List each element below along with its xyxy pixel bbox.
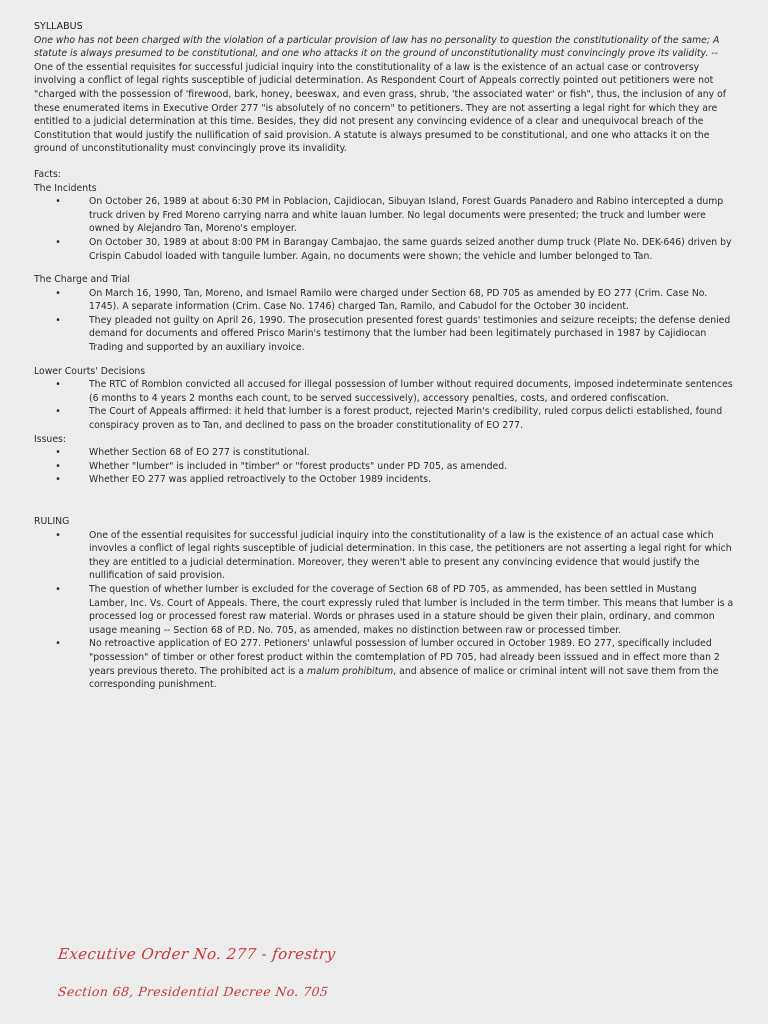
list-item: • Whether EO 277 was applied retroactively to the October 1989 incidents. (34, 473, 734, 487)
ruling-heading: RULING (34, 516, 70, 527)
bullet-icon: • (55, 236, 61, 248)
handwritten-note-eo277: Executive Order No. 277 - forestry (57, 945, 337, 963)
bullet-icon: • (55, 314, 61, 326)
bullet-icon: • (55, 638, 61, 650)
bullet-icon: • (55, 460, 61, 472)
malum-prohibitum-term: malum prohibitum (307, 665, 394, 677)
bullet-icon: • (55, 583, 61, 595)
document-page (34, 20, 734, 692)
bullet-icon: • (55, 447, 61, 459)
list-item: • On March 16, 1990, Tan, Moreno, and Ismael Ramilo were charged under Section 68, PD 705 as amended by EO 277 (Crim. Case No. 1745). A separate information (Crim. Case No. 1746) charged Tan, Ramilo, and Cabudol for the October 30 incident. (34, 287, 734, 314)
issues-heading: Issues: (34, 433, 67, 445)
list-item: • On October 30, 1989 at about 8:00 PM in Barangay Cambajao, the same guards seized another dump truck (Plate No. DEK-646) driven by Crispin Cabudol loaded with tanguile lumber. Again, no documents were shown; the vehicle and lumber belonged to Tan. (34, 236, 734, 263)
bullet-icon: • (55, 196, 61, 208)
lower-courts-heading: Lower Courts' Decisions (34, 365, 146, 377)
lower-courts-list (34, 378, 734, 432)
list-item: • The RTC of Romblon convicted all accused for illegal possession of lumber without required documents, imposed indeterminate sentences (6 months to 4 years 2 months each count, to be served successively), accessory penalties, costs, and ordered confiscation. (34, 378, 734, 405)
handwritten-note-pd705: Section 68, Presidential Decree No. 705 (57, 984, 330, 999)
ruling-list (34, 529, 734, 692)
list-item: • They pleaded not guilty on April 26, 1990. The prosecution presented forest guards' testimonies and seizure receipts; the defense denied demand for documents and offered Prisco Marin's testimony that the lumber had been legitimately purchased in 1987 by Cajidiocan Trading and supported by an auxiliary invoice. (34, 314, 734, 355)
ruling-section (34, 515, 734, 692)
charge-trial-list (34, 287, 734, 355)
bullet-icon: • (55, 406, 61, 418)
syllabus-italic-lead: One who has not been charged with the violation of a particular provision of law has no personality to question the constitutionality of the same; A statute is always presumed to be constitutional, and one who attacks it on the ground of unconstitutionality must convincingly prove its validity. -- (34, 34, 720, 60)
issues-list (34, 446, 734, 487)
bullet-icon: • (55, 287, 61, 299)
bullet-icon: • (55, 529, 61, 541)
issues-section (34, 433, 734, 487)
incidents-list (34, 195, 734, 263)
facts-heading: Facts: (34, 168, 61, 180)
facts-section (34, 168, 734, 433)
charge-trial-heading: The Charge and Trial (34, 274, 131, 286)
bullet-icon: • (55, 379, 61, 391)
list-item: • No retroactive application of EO 277. Petioners' unlawful possession of lumber occured in October 1989. EO 277, specifically included "possession" of timber or other forest product within the comtemplation of PD 705, had already been isssued and in effect more than 2 years previous thereto. The prohibited act is a malum prohibitum, and absence of malice or criminal intent will not save them from the corresponding punishment. (34, 637, 734, 691)
list-item: • The Court of Appeals affirmed: it held that lumber is a forest product, rejected Marin's credibility, ruled corpus delicti established, found conspiracy proven as to Tan, and declined to pass on the broader constitutionality of EO 277. (34, 405, 734, 432)
list-item: • On October 26, 1989 at about 6:30 PM in Poblacion, Cajidiocan, Sibuyan Island, Forest Guards Panadero and Rabino intercepted a dump truck driven by Fred Moreno carrying narra and white lauan lumber. No legal documents were presented; the truck and lumber were owned by Alejandro Tan, Moreno's employer. (34, 195, 734, 236)
list-item: • The question of whether lumber is excluded for the coverage of Section 68 of PD 705, as ammended, has been settled in Mustang Lamber, Inc. Vs. Court of Appeals. There, the court expressly ruled that lumber is included in the term timber. This means that lumber is a processed log or processed forest raw material. Words or phrases used in a stature should be given their plain, ordinary, and common usage meaning -- Section 68 of P.D. No. 705, as amended, makes no distinction between raw or processed timber. (34, 583, 734, 637)
list-item: • Whether "lumber" is included in "timber" or "forest products" under PD 705, as amended. (34, 460, 734, 474)
incidents-heading: The Incidents (34, 182, 97, 194)
list-item: • One of the essential requisites for successful judicial inquiry into the constitutionality of a law is the existence of an actual case which invovles a conflict of legal rights susceptible of judicial determination. In this case, the petitioners are not asserting a legal right for which they are entitled to a judicial determination. Moreover, they weren't able to present any convincing evidence that would justify the nullification of said provision. (34, 529, 734, 583)
list-item: • Whether Section 68 of EO 277 is constitutional. (34, 446, 734, 460)
syllabus-heading: SYLLABUS (34, 21, 83, 32)
bullet-icon: • (55, 474, 61, 486)
syllabus-body: One of the essential requisites for successful judicial inquiry into the constitutionality of a law is the existence of an actual case or controversy involving a conflict of legal rights susceptible of judicial determination. As Respondent Court of Appeals correctly pointed out petitioners were not "charged with the possession of 'firewood, bark, honey, beeswax, and even grass, shrub, 'the associated water' or fish", thus, the inclusion of any of these enumerated items in Executive Order 277 "is absolutely of no concern" to petitioners. They are not asserting a legal right for which they are entitled to a judicial determination at this time. Besides, they did not present any convincing evidence of a clear and unequivocal breach of the Constitution that would justify the nullification of said provision. A statute is always presumed to be constitutional, and one who attacks it on the ground of unconstitutionality must convincingly prove its invalidity. (34, 61, 727, 155)
